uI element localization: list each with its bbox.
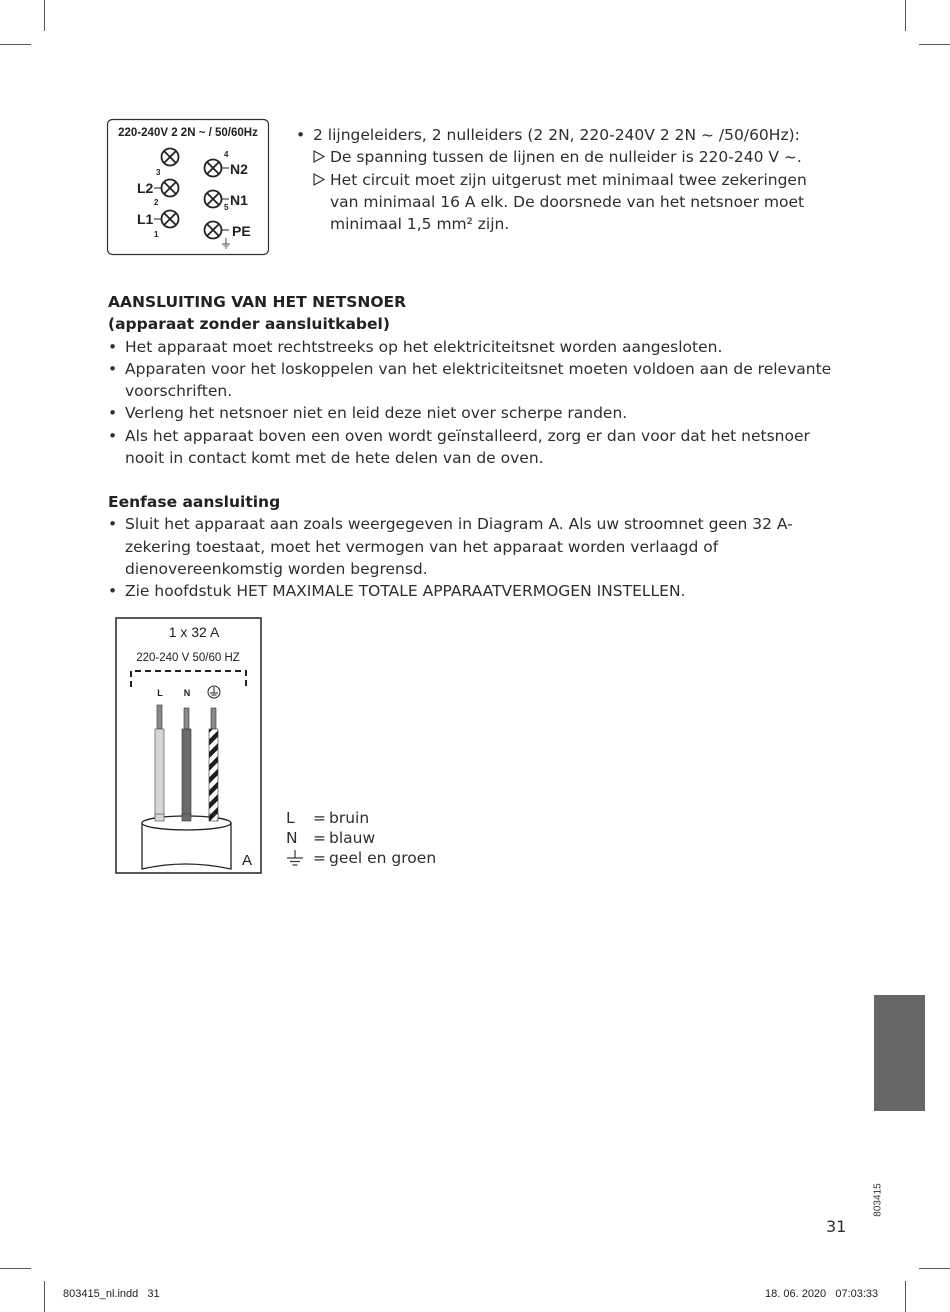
terminal-block-diagram — [106, 118, 270, 258]
terminal-number-2: 2 — [154, 198, 159, 207]
crop-mark — [44, 1281, 45, 1312]
bullet-text: Sluit het apparaat aan zoals weergegeven in Diagram A. Als uw stroomnet geen 32 A-zekering toestaat, moet het vermogen van het apparaat worden verlaagd of dienovereenkomstig worden begrensd. — [125, 515, 793, 578]
slug-file: 803415_nl.indd 31 — [63, 1288, 160, 1300]
legend-equals: = — [313, 809, 326, 827]
intro-bullet-text: 2 lijngeleiders, 2 nulleiders (2 2N, 220-240V 2 2N ~ /50/60Hz): — [313, 126, 800, 144]
section-subtitle: (apparaat zonder aansluitkabel) — [108, 315, 390, 334]
list-item: • 2 lijngeleiders, 2 nulleiders (2 2N, 220-240V 2 2N ~ /50/60Hz): — [296, 126, 800, 144]
list-item: • Verleng het netsnoer niet en leid deze niet over scherpe randen. — [108, 404, 628, 423]
ground-icon — [286, 849, 304, 867]
terminal-label-l1: L1 — [137, 211, 154, 227]
section-title: AANSLUITING VAN HET NETSNOER — [108, 293, 407, 311]
triangle-bullet-icon — [313, 173, 325, 186]
crop-mark — [905, 0, 906, 31]
list-item: • Sluit het apparaat aan zoals weergegeven in Diagram A. Als uw stroomnet geen 32 A-zekering toestaat, moet het vermogen van het apparaat worden verlaagd of dienovereenkomstig worden begrensd. — [108, 515, 793, 578]
terminal-number-1: 1 — [154, 230, 159, 239]
terminal-header: 220-240V 2 2N ~ / 50/60Hz — [118, 127, 258, 139]
section-title: Eenfase aansluiting — [108, 493, 281, 511]
doc-code: 803415 — [872, 1183, 884, 1217]
section-power-cord — [108, 291, 848, 469]
terminal-label-n1: N1 — [230, 192, 248, 208]
list-item — [313, 146, 836, 168]
diagram-a — [115, 617, 263, 877]
terminal-label-pe: PE — [232, 223, 251, 239]
bullet-text: Verleng het netsnoer niet en leid deze niet over scherpe randen. — [125, 404, 628, 423]
legend-key: L — [286, 809, 295, 827]
diagram-letter: A — [241, 852, 253, 869]
bullet-text: Apparaten voor het loskoppelen van het elektriciteitsnet moeten voldoen aan de relevante voorschriften. — [125, 359, 832, 401]
side-tab — [874, 995, 925, 1111]
terminal-number-5: 5 — [224, 203, 229, 212]
fuse-label: 1 x 32 A — [168, 624, 220, 640]
crop-mark — [905, 1281, 906, 1312]
terminal-number-4: 4 — [224, 150, 229, 159]
list-item: • Zie hoofdstuk HET MAXIMALE TOTALE APPARAATVERMOGEN INSTELLEN. — [108, 582, 686, 601]
list-item: • Als het apparaat boven een oven wordt geïnstalleerd, zorg er dan voor dat het netsnoer nooit in contact komt met de hete delen van de oven. — [108, 426, 810, 468]
crop-mark — [0, 44, 31, 45]
legend-value: geel en groen — [329, 849, 437, 867]
legend-equals: = — [313, 849, 326, 867]
crop-mark — [44, 0, 45, 31]
crop-mark — [919, 44, 950, 45]
cable-sheath — [142, 814, 231, 869]
bullet-text: Zie hoofdstuk HET MAXIMALE TOTALE APPARAATVERMOGEN INSTELLEN. — [125, 582, 686, 601]
wire-label-l: L — [157, 688, 163, 698]
legend-value: bruin — [329, 809, 370, 827]
slug-date: 18. 06. 2020 07:03:33 — [765, 1288, 879, 1300]
terminal-label-l2: L2 — [137, 180, 154, 196]
page-number: 31 — [826, 1217, 847, 1236]
crop-mark — [0, 1268, 31, 1269]
list-item — [313, 169, 836, 236]
wire-label-n: N — [183, 688, 191, 698]
bullet-text: Als het apparaat boven een oven wordt geïnstalleerd, zorg er dan voor dat het netsnoer nooit in contact komt met de hete delen van de oven. — [125, 426, 810, 468]
terminal-number-3: 3 — [156, 168, 161, 177]
intro-sub-text: Het circuit moet zijn uitgerust met minimaal twee zekeringen van minimaal 16 A elk. De doorsnede van het netsnoer moet minimaal 1,5 mm² zijn. — [330, 170, 807, 234]
terminal-label-n2: N2 — [230, 161, 248, 177]
legend-value: blauw — [329, 829, 376, 847]
terminal-l3 — [162, 149, 179, 166]
list-item: • Apparaten voor het loskoppelen van het elektriciteitsnet moeten voldoen aan de relevante voorschriften. — [108, 359, 832, 401]
intro-sub-text: De spanning tussen de lijnen en de nulleider is 220-240 V ~. — [330, 148, 802, 167]
intro-block — [296, 124, 836, 235]
supply-label: 220-240 V 50/60 HZ — [136, 652, 240, 664]
crop-mark — [919, 1268, 950, 1269]
list-item: • Het apparaat moet rechtstreeks op het elektriciteitsnet worden aangesloten. — [108, 337, 723, 356]
bullet-text: Het apparaat moet rechtstreeks op het elektriciteitsnet worden aangesloten. — [125, 337, 723, 356]
legend-key: N — [286, 829, 298, 847]
triangle-bullet-icon — [313, 150, 325, 163]
section-single-phase — [108, 491, 808, 602]
legend-equals: = — [313, 829, 326, 847]
